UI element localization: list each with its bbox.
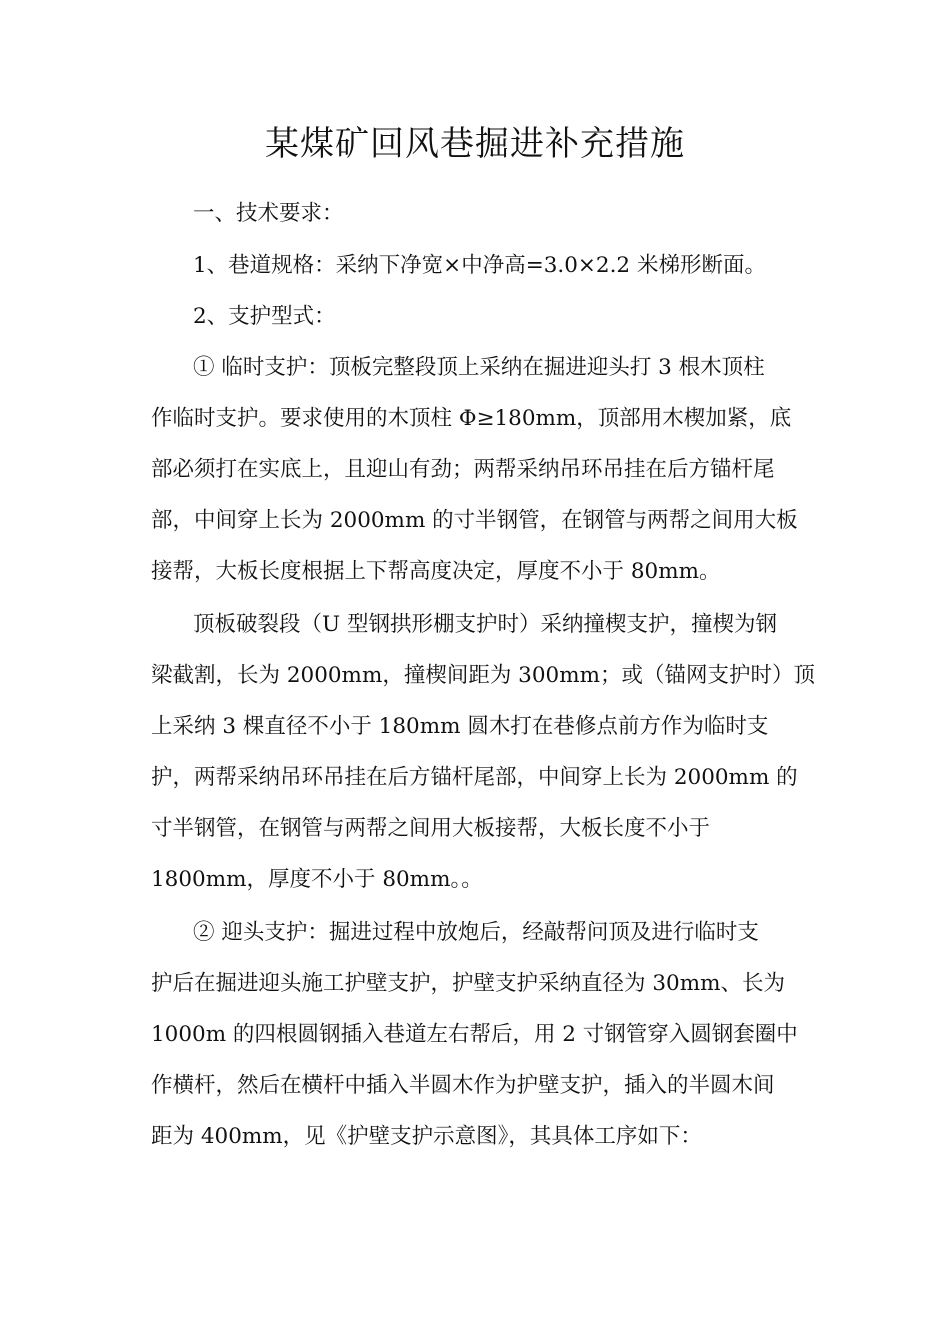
paragraph-temporary-support-line: 部必须打在实底上，且迎山有劲；两帮采纳吊环吊挂在后方锚杆尾 <box>151 457 775 482</box>
paragraph-heading-support-line: 作横杆，然后在横杆中插入半圆木作为护壁支护，插入的半圆木间 <box>151 1073 775 1098</box>
paragraph-heading-support-line: ② 迎头支护：掘进过程中放炮后，经敲帮问顶及进行临时支 <box>193 920 759 945</box>
paragraph-heading-support-line: 护后在掘进迎头施工护壁支护，护壁支护采纳直径为 30mm、长为 <box>151 971 785 996</box>
paragraph-temporary-support-line: 接帮，大板长度根据上下帮高度决定，厚度不小于 80mm。 <box>151 559 721 584</box>
paragraph-broken-roof-line: 顶板破裂段（U 型钢拱形棚支护时）采纳撞楔支护，撞楔为钢 <box>193 612 777 637</box>
item-support-type: 2、支护型式： <box>193 304 336 329</box>
paragraph-broken-roof-line: 寸半钢管，在钢管与两帮之间用大板接帮，大板长度不小于 <box>151 816 711 841</box>
section-heading-technical-requirements: 一、技术要求： <box>193 201 344 226</box>
document-title: 某煤矿回风巷掘进补充措施 <box>265 124 685 164</box>
paragraph-heading-support-line: 距为 400mm，见《护壁支护示意图》，其具体工序如下： <box>151 1124 702 1149</box>
paragraph-broken-roof-line: 护，两帮采纳吊环吊挂在后方锚杆尾部，中间穿上长为 2000mm 的 <box>151 765 798 790</box>
paragraph-heading-support-line: 1000m 的四根圆钢插入巷道左右帮后，用 2 寸钢管穿入圆钢套圈中 <box>151 1022 798 1047</box>
paragraph-broken-roof-line: 1800mm，厚度不小于 80mm。。 <box>151 867 483 892</box>
paragraph-broken-roof-line: 上采纳 3 棵直径不小于 180mm 圆木打在巷修点前方作为临时支 <box>151 714 769 739</box>
paragraph-temporary-support-line: ① 临时支护：顶板完整段顶上采纳在掘进迎头打 3 根木顶柱 <box>193 355 765 380</box>
paragraph-temporary-support-line: 部，中间穿上长为 2000mm 的寸半钢管，在钢管与两帮之间用大板 <box>151 508 798 533</box>
paragraph-broken-roof-line: 梁截割，长为 2000mm，撞楔间距为 300mm；或（锚网支护时）顶 <box>151 663 815 688</box>
paragraph-temporary-support-line: 作临时支护。要求使用的木顶柱 Φ≥180mm，顶部用木楔加紧，底 <box>151 406 792 431</box>
item-roadway-specification: 1、巷道规格：采纳下净宽×中净高=3.0×2.2 米梯形断面。 <box>193 253 766 278</box>
